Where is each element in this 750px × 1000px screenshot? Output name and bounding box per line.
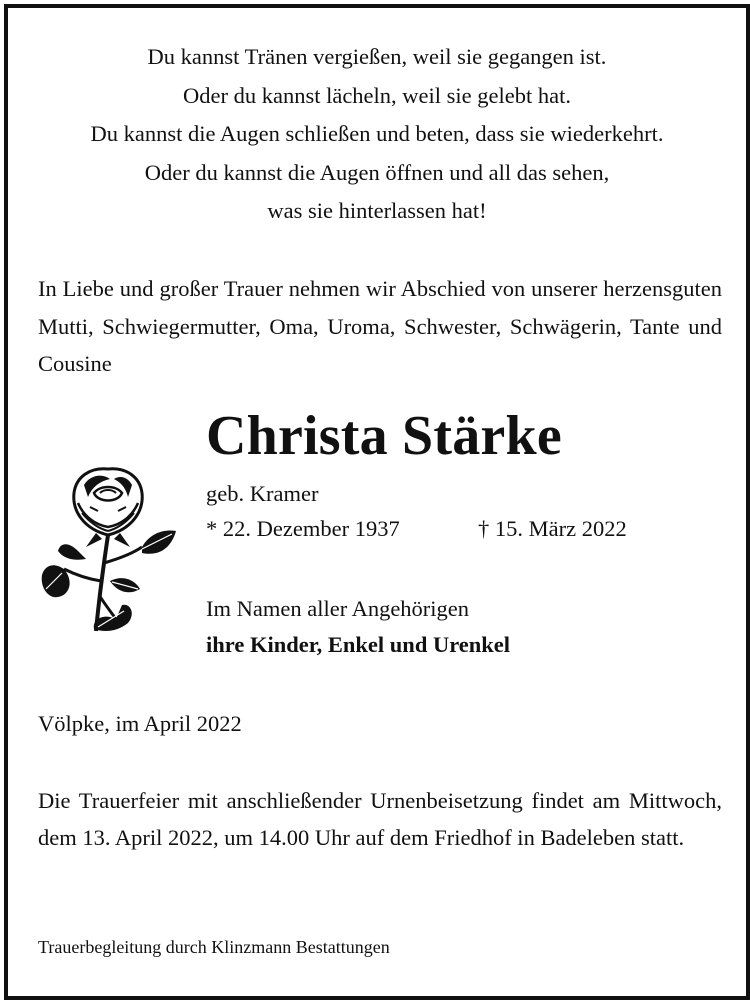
undertaker-credit: Trauerbegleitung durch Klinzmann Bestattungen <box>38 937 390 957</box>
poem-line: Oder du kannst lächeln, weil sie gelebt hat. <box>182 82 571 108</box>
deceased-name: Christa Stärke <box>206 405 562 467</box>
intro-text: In Liebe und großer Trauer nehmen wir Abschied von unserer herzensguten Mutti, Schwiegermutter, Oma, Uroma, Schwester, Schwägerin, Tante und Cousine <box>38 276 722 376</box>
place-date: Völpke, im April 2022 <box>38 711 242 736</box>
death-date: † 15. März 2022 <box>478 516 627 541</box>
birth-name: geb. Kramer <box>206 481 319 506</box>
service-info: Die Trauerfeier mit anschließender Urnenbeisetzung findet am Mittwoch, dem 13. April 2022, um 14.00 Uhr auf dem Friedhof in Badeleben statt. <box>38 788 722 850</box>
poem-line: Oder du kannst die Augen öffnen und all das sehen, <box>144 159 610 185</box>
obituary-notice <box>4 4 750 1000</box>
rose-icon <box>38 463 178 633</box>
birth-date: * 22. Dezember 1937 <box>206 516 400 541</box>
poem <box>8 38 746 231</box>
signature-family: ihre Kinder, Enkel und Urenkel <box>206 632 511 657</box>
signature-line: Im Namen aller Angehörigen <box>206 596 470 621</box>
poem-line: was sie hinterlassen hat! <box>267 198 487 223</box>
poem-line: Du kannst die Augen schließen und beten, dass sie wiederkehrt. <box>90 121 664 146</box>
poem-line: Du kannst Tränen vergießen, weil sie gegangen ist. <box>147 44 607 69</box>
life-dates <box>206 514 627 544</box>
